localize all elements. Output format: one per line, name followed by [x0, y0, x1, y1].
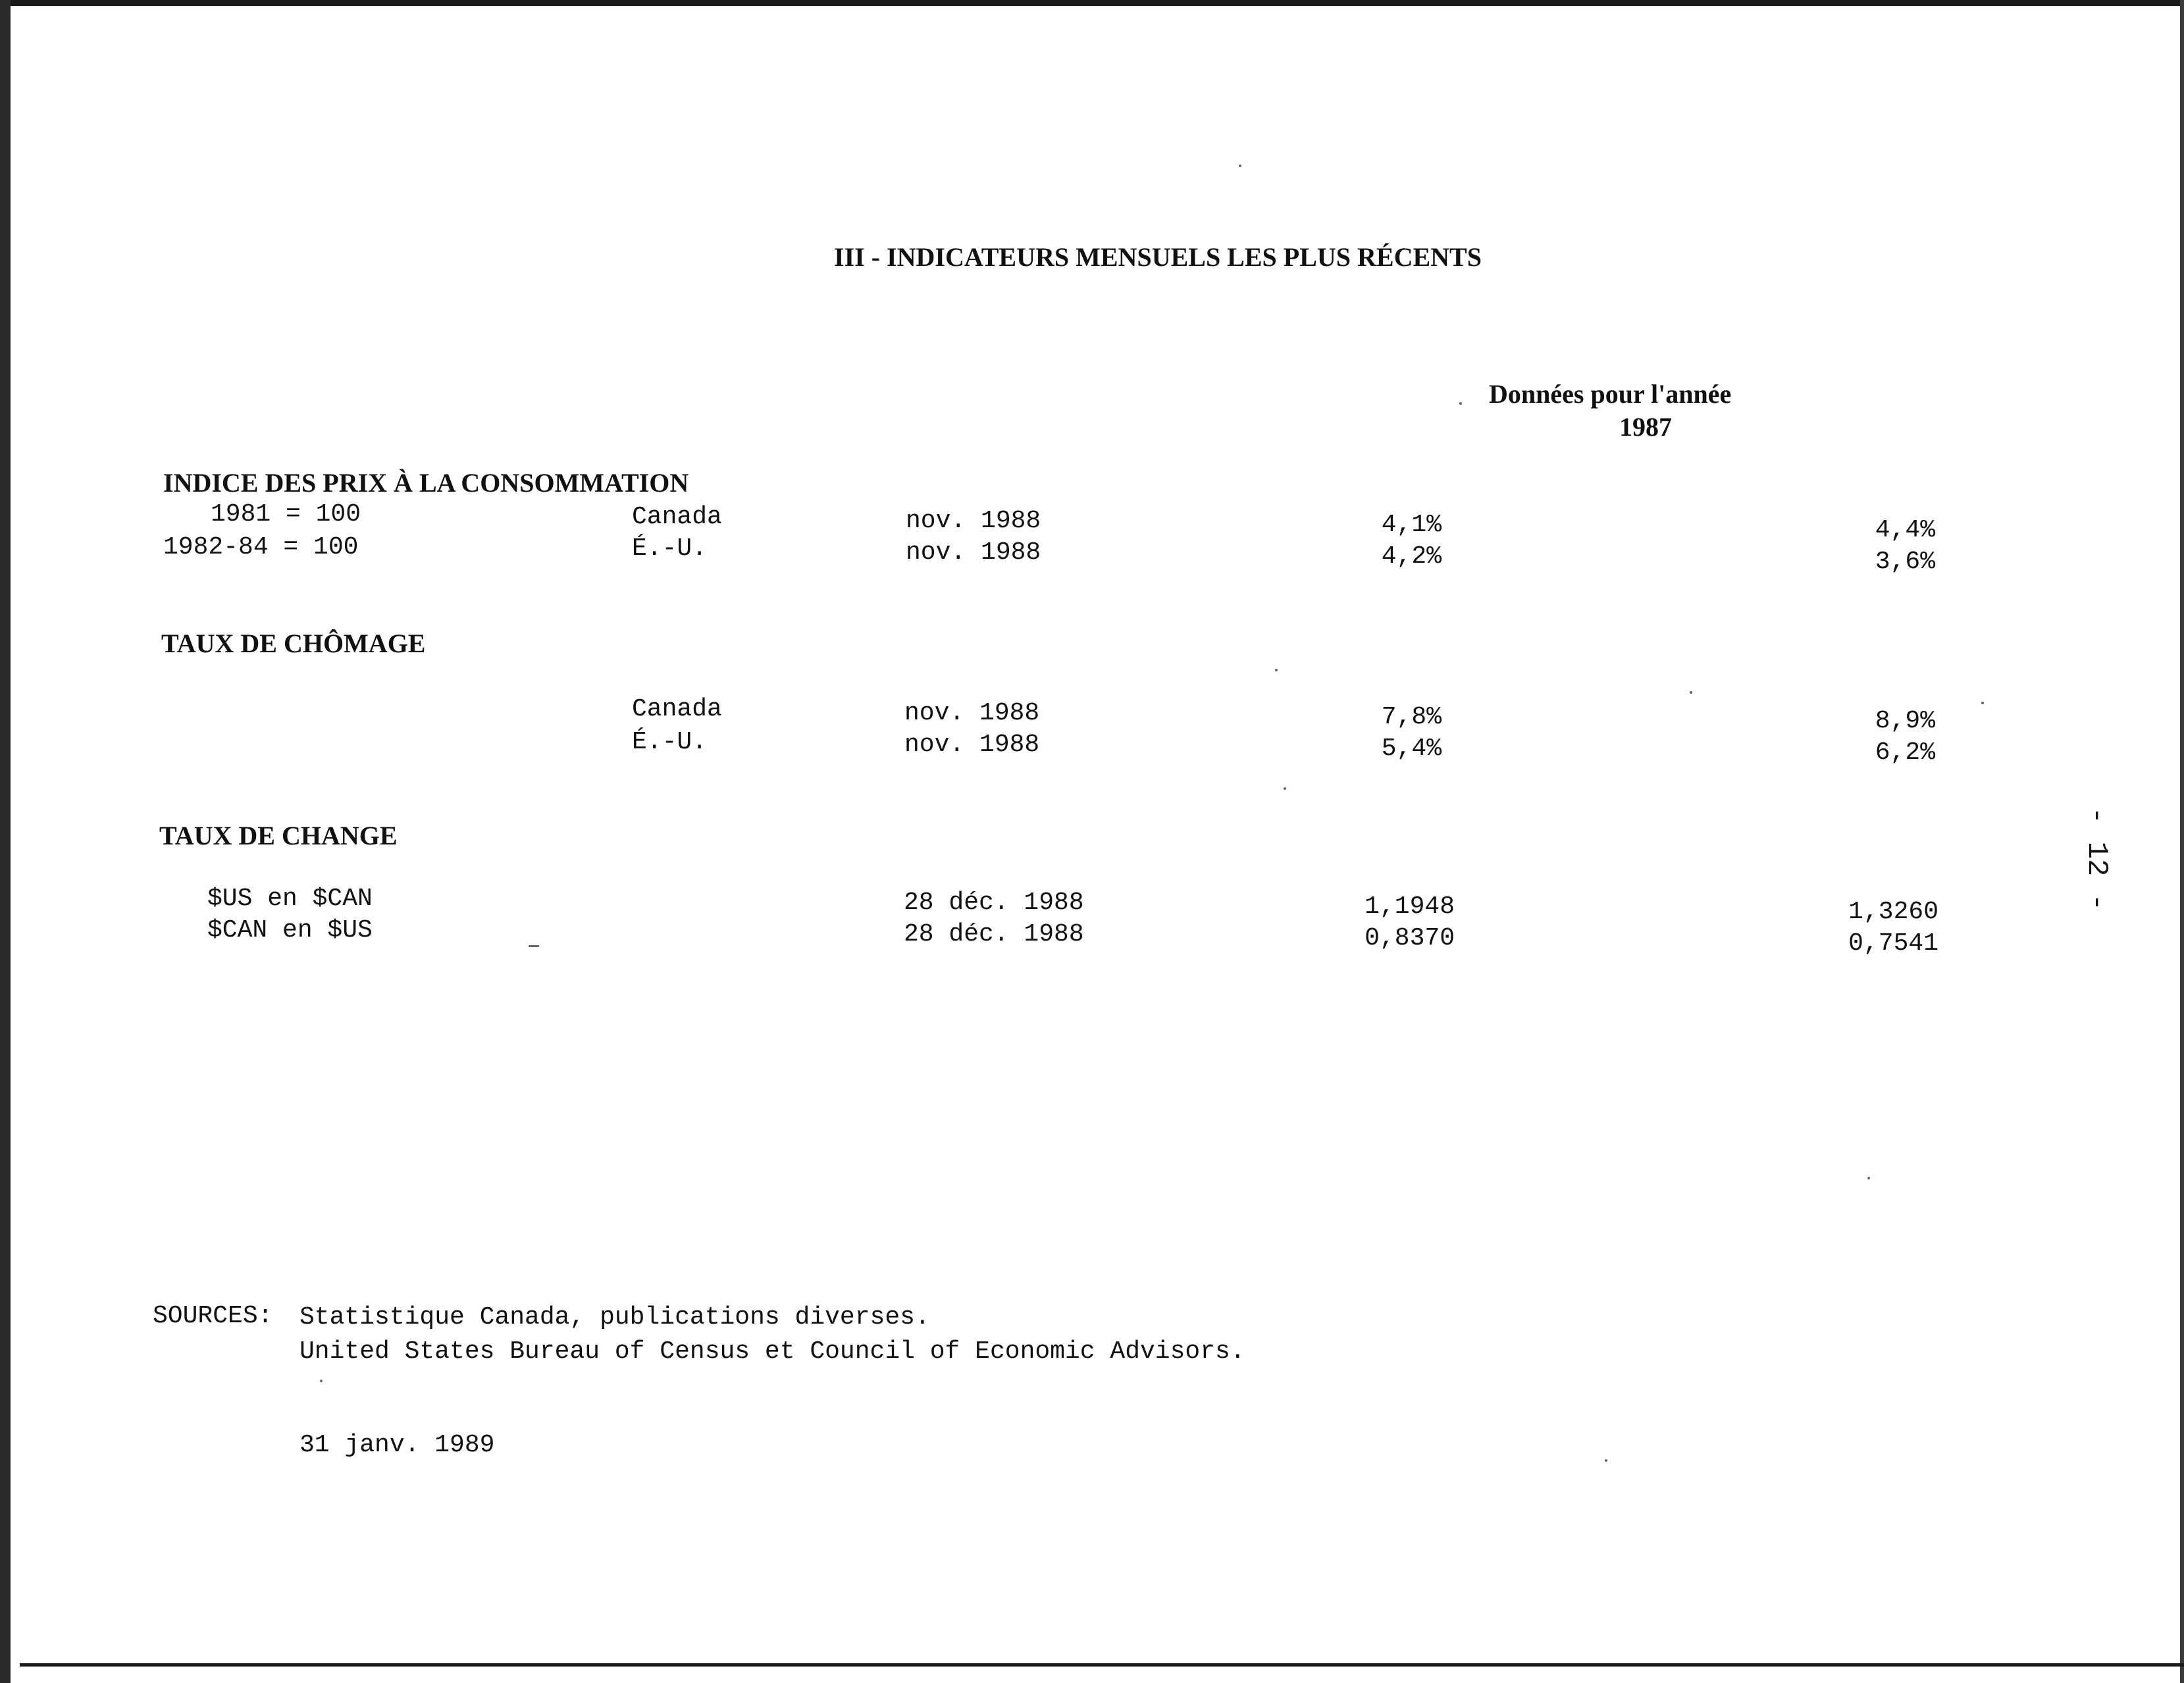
row-current-value: 0,8370 [1365, 924, 1455, 952]
scan-speck [1867, 1177, 1870, 1179]
scan-speck [1605, 1459, 1607, 1462]
row-year-value: 0,7541 [1848, 929, 1938, 958]
row-current-value: 4,2% [1381, 542, 1442, 571]
row-date: 28 déc. 1988 [904, 889, 1084, 917]
row-region: Canada [632, 503, 722, 531]
row-region: É.-U. [632, 728, 708, 756]
scan-speck [1275, 669, 1278, 671]
sources-label: SOURCES: [153, 1302, 273, 1330]
sources-line1: Statistique Canada, publications diverses. [299, 1303, 930, 1332]
row-current-value: 7,8% [1381, 703, 1442, 731]
row-current-value: 1,1948 [1365, 893, 1455, 921]
scan-speck [1690, 691, 1692, 694]
scan-speck [320, 1380, 323, 1382]
row-label: 1981 = 100 [211, 500, 361, 529]
section-heading-exchange: TAUX DE CHANGE [159, 821, 398, 850]
scan-speck [1981, 702, 1984, 704]
row-date: nov. 1988 [906, 507, 1041, 535]
row-date: nov. 1988 [906, 538, 1041, 567]
scan-border-top [0, 0, 2184, 6]
row-current-value: 5,4% [1381, 735, 1442, 763]
column-header-line2: 1987 [1619, 412, 1672, 442]
page-title: III - INDICATEURS MENSUELS LES PLUS RÉCENTS [834, 242, 1482, 272]
row-label: $US en $CAN [207, 885, 373, 913]
scan-speck [529, 945, 539, 947]
scan-speck [1239, 165, 1241, 167]
column-header-line1: Données pour l'année [1489, 379, 1732, 409]
row-region: É.-U. [632, 534, 708, 563]
row-year-value: 3,6% [1875, 548, 1935, 576]
row-date: nov. 1988 [904, 731, 1040, 759]
row-date: 28 déc. 1988 [904, 920, 1084, 948]
row-region: Canada [632, 695, 722, 723]
row-label: 1982-84 = 100 [163, 533, 359, 561]
row-year-value: 1,3260 [1848, 898, 1938, 926]
page-number: - 12 - [2080, 806, 2113, 912]
scan-border-bottom [20, 1663, 2184, 1667]
sources-line2: United States Bureau of Census et Council of Economic Advisors. [299, 1337, 1245, 1366]
scan-speck [1284, 787, 1286, 790]
row-year-value: 4,4% [1875, 516, 1935, 544]
row-year-value: 8,9% [1875, 707, 1935, 735]
section-heading-cpi: INDICE DES PRIX À LA CONSOMMATION [163, 468, 689, 498]
section-heading-unemployment: TAUX DE CHÔMAGE [161, 629, 426, 658]
scan-speck [1459, 402, 1462, 405]
row-current-value: 4,1% [1381, 511, 1442, 539]
row-label: $CAN en $US [207, 916, 373, 945]
document-date: 31 janv. 1989 [299, 1431, 495, 1459]
row-year-value: 6,2% [1875, 738, 1935, 767]
row-date: nov. 1988 [904, 699, 1040, 727]
